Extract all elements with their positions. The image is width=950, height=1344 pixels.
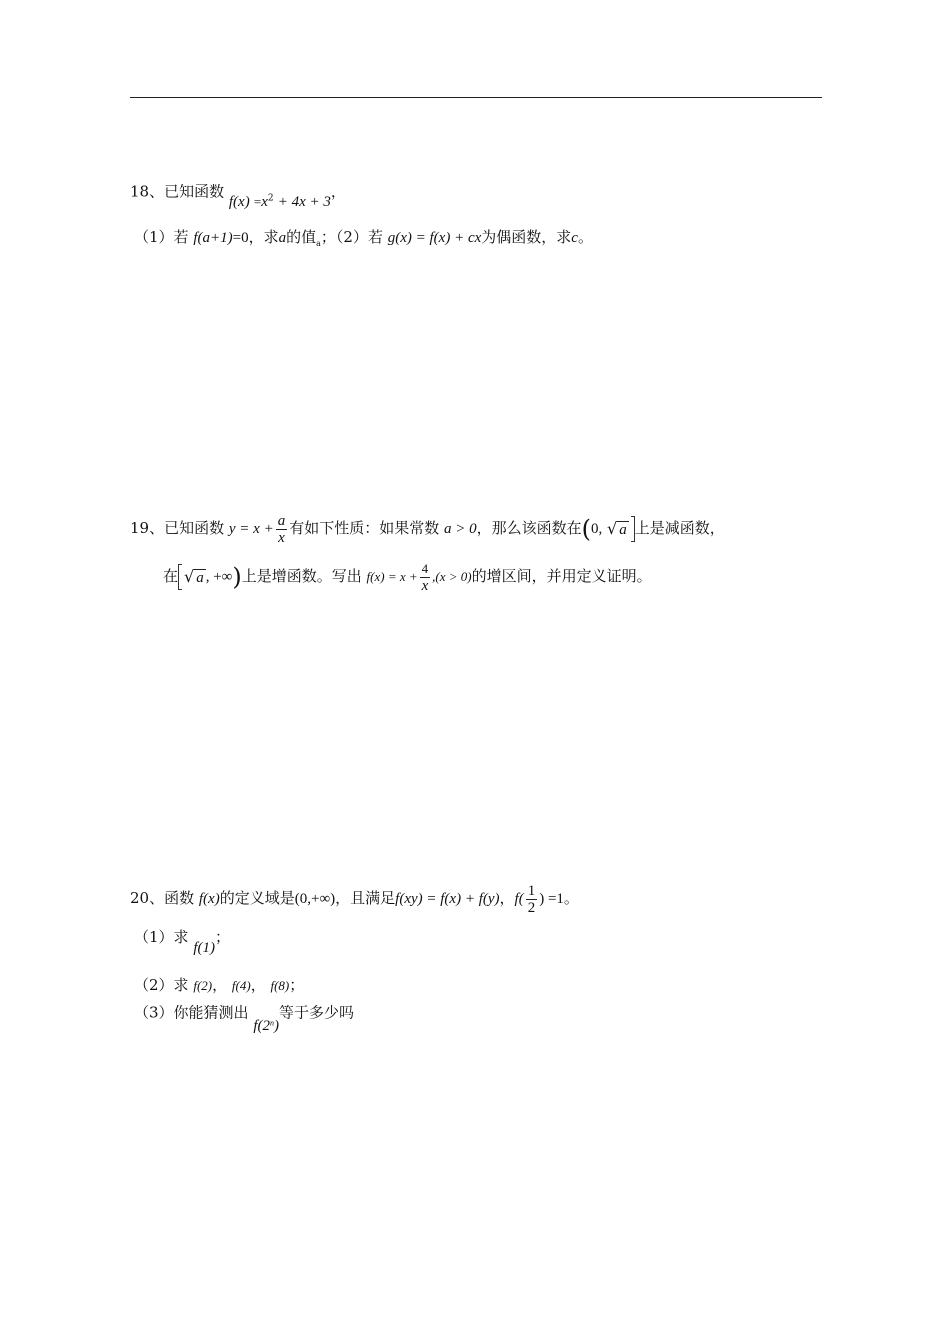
q19-text4: 上是增函数。写出	[241, 567, 362, 585]
q20-p3-line	[134, 1000, 355, 1034]
q20-p3-expr	[253, 1017, 279, 1034]
q19-text1: 有如下性质：如果常数	[289, 519, 440, 537]
q18-p1-a: a	[278, 230, 287, 246]
q18-p1-eq: =0	[232, 230, 249, 246]
q20-p2-c: f(8)	[270, 978, 290, 993]
q20-p2-a: f(2)	[193, 978, 213, 993]
q18-p2-end: 。	[577, 228, 593, 246]
q20-fhalf-end: ) =1	[539, 891, 564, 907]
q19-text3: 上是减函数，	[634, 519, 725, 537]
q18-fx: f(x)	[228, 194, 250, 211]
q18-p1-expr: f(a+1)	[193, 230, 233, 246]
q20-domain: (0,+∞)	[294, 891, 336, 907]
q20-number: 20、	[130, 889, 165, 907]
q20-fraction	[526, 883, 538, 916]
q19-frac-num: a	[277, 512, 286, 529]
q19-int1-sqrt: √ a	[607, 518, 627, 538]
q18-p1-text1: ，求	[248, 228, 279, 246]
q20-p1-expr-wrap	[193, 938, 215, 956]
q19-intro: 已知函数	[164, 519, 225, 537]
q18-p1-semi: ；	[320, 228, 336, 246]
q19-fraction	[276, 513, 288, 546]
q20-p3-text: 等于多少吗	[279, 1003, 355, 1022]
q20-line1	[130, 880, 579, 917]
q18-intro: 已知函数	[164, 182, 225, 201]
q19-cond: a > 0	[444, 521, 477, 537]
q19-int2-close: )	[232, 563, 242, 591]
q20-frac-den: 2	[527, 899, 536, 916]
q18-number: 18、	[130, 182, 165, 201]
q19-int1-sqrt-arg: a	[619, 521, 627, 538]
q19-line2	[163, 558, 652, 596]
q19-int2-sqrt: √ a	[184, 566, 204, 586]
q19-frac-den: x	[278, 529, 285, 546]
q19-int1-zero: 0,	[591, 521, 603, 537]
q20-text1: 函数	[164, 889, 195, 907]
q18-p1-text2: 的值	[286, 228, 317, 246]
q19-int2-open-bracket	[178, 564, 182, 590]
q20-p2-end: ；	[289, 976, 305, 994]
q18-square: 2	[267, 194, 274, 204]
q18-p2-label: （2）若	[335, 228, 383, 246]
q20-p2-sep2: ，	[250, 976, 266, 994]
q18-p2-c: c	[571, 230, 578, 246]
q20-text4: ，	[499, 889, 515, 907]
q19-text5: 的增区间，并用定义证明。	[471, 567, 652, 585]
q19-fraction2	[420, 561, 431, 594]
q20-p2-sep1: ，	[212, 976, 228, 994]
q18-rest: + 4x + 3	[277, 194, 331, 211]
q19-line1	[130, 510, 725, 548]
q19-line2-start: 在	[163, 567, 179, 585]
q20-p2-line	[134, 974, 304, 997]
q19-int2-rest: , +∞	[205, 569, 233, 585]
q19-frac2-den: x	[421, 577, 429, 594]
q18-function-def	[229, 195, 331, 210]
q20-p3-close: )	[274, 1017, 279, 1034]
q20-text2: 的定义域是	[219, 889, 295, 907]
header-rule	[130, 97, 822, 98]
q20-frac-num: 1	[527, 882, 536, 899]
q20-p2-b: f(4)	[231, 978, 251, 993]
q19-int1-open: (	[581, 515, 592, 543]
q19-y-expr: y = x +	[228, 521, 274, 537]
q20-p1-line	[134, 926, 231, 956]
q19-number: 19、	[130, 519, 165, 537]
q20-p2-label: （2）求	[134, 976, 189, 994]
q20-text3: ，且满足	[335, 889, 396, 907]
q20-end: 。	[563, 889, 579, 907]
q20-equation: f(xy) = f(x) + f(y)	[395, 891, 500, 907]
q18-comma: ，	[330, 182, 346, 201]
q19-int2-sqrt-arg: a	[196, 569, 204, 586]
q18-p1-sub: a	[316, 239, 321, 248]
q18-eq: =	[253, 194, 262, 210]
q20-p1-label: （1）求	[134, 928, 189, 946]
q20-fx: f(x)	[198, 891, 220, 907]
q18-p2-text: 为偶函数，求	[481, 228, 572, 246]
q18-p2-expr: g(x) = f(x) + cx	[387, 230, 482, 246]
q19-domain: ,(x > 0)	[432, 569, 472, 584]
q19-text2: ，那么该函数在	[476, 519, 582, 537]
q19-frac2-num: 4	[421, 560, 429, 576]
q19-fx-expr: f(x) = x +	[366, 569, 418, 584]
q18-line1	[130, 178, 346, 211]
q18-line2	[134, 226, 593, 255]
q18-x: x	[261, 194, 268, 211]
q20-p1-end: ；	[215, 928, 231, 946]
q20-p3-label: （3）你能猜测出	[134, 1003, 249, 1022]
q20-p3-n: n	[270, 1018, 274, 1027]
q20-fhalf-f: f(	[514, 891, 524, 907]
q20-p1-expr: f(1)	[193, 940, 215, 956]
q18-p1-label: （1）若	[134, 228, 189, 246]
q20-p3-f: f(2	[253, 1017, 270, 1034]
